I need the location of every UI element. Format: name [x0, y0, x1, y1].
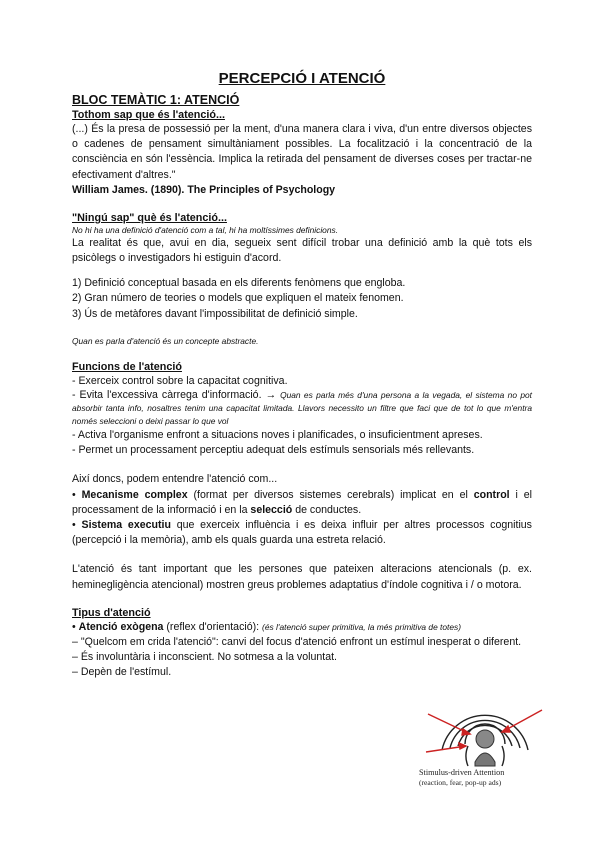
exogenous-text: (reflex d'orientació): [163, 620, 263, 633]
section-heading-tothom: Tothom sap que és l'atenció... [72, 109, 225, 121]
section-heading-tipus: Tipus d'atenció [72, 606, 151, 619]
list-item: 1) Definició conceptual basada en els diferents fenòmens que engloba. [72, 277, 406, 290]
list-item: 3) Ús de metàfores davant l'impossibilitat de definició simple. [72, 307, 358, 320]
caption-subtitle: (reaction, fear, pop-up ads) [419, 778, 502, 787]
bullet-icon: • [72, 620, 76, 633]
page-title: PERCEPCIÓ I ATENCIÓ [218, 70, 386, 87]
block-title: BLOC TEMÀTIC 1: ATENCIÓ [72, 93, 240, 107]
mechanism-label: Mecanisme complex [81, 488, 188, 501]
bullet-icon: • [72, 519, 76, 532]
abstract-remark: Quan es parla d'atenció és un concepte abstracte. [72, 335, 259, 346]
mechanism-text: de conductes. [292, 503, 362, 516]
exogenous-label: Atenció exògena [78, 620, 164, 633]
function-item [72, 389, 532, 428]
closing-paragraph: L'atenció és tant important que les persones que pateixen alteracions atencionals (p. ex. heminegligència atencional) mostren greus problemes adaptatius d'índole cognitiva i / o motora. [72, 563, 532, 591]
mechanism-control: control [473, 488, 510, 501]
function-item-note: Quan es parla més d'una persona a la vegada, el sistema no pot absorbir tanta info, nosaltres tenim una capacitat limitada. Llavors necessito un filtre que faci que de tot lo que m'entra només seleccioni o deixi passar lo que vol [72, 390, 532, 427]
system-bullet [72, 518, 532, 548]
exogenous-line: – És involuntària i inconscient. No sotmesa a la voluntat. [72, 651, 337, 664]
figure-caption [419, 768, 559, 788]
system-label: Sistema executiu [81, 519, 171, 532]
section-heading-funcions: Funcions de l'atenció [72, 360, 182, 373]
person-head-icon [475, 730, 495, 766]
exogenous-line: – "Quelcom em crida l'atenció": canvi del focus d'atenció enfront un estímul inesperat o diferent. [72, 636, 522, 649]
mechanism-text: (format per diversos sistemes cerebrals) implicat en el [187, 488, 474, 501]
attention-intro: Així doncs, podem entendre l'atenció com... [72, 473, 278, 486]
list-item: 2) Gran número de teories o models que expliquen el mateix fenomen. [72, 292, 404, 305]
exogenous-note: (és l'atenció super primitiva, la més primitiva de totes) [262, 621, 461, 632]
definition-note: No hi ha una definició d'atenció com a tal, hi ha moltíssimes definicions. [72, 224, 339, 235]
system-text: que exerceix influència i es deixa influir per altres processos cognitius (percepció i la memòria), amb els quals guarda una estreta relació. [72, 519, 532, 547]
document-page [72, 70, 532, 681]
mechanism-selection: selecció [250, 503, 293, 516]
exogenous-bullet [72, 620, 532, 635]
function-item-lead: - Evita l'excessiva càrrega d'informació. → [72, 389, 277, 402]
bullet-icon: • [72, 488, 76, 501]
function-item: - Activa l'organisme enfront a situacions noves i planificades, o insuficientment apreses. [72, 429, 483, 442]
exogenous-line: – Depèn de l'estímul. [72, 666, 172, 679]
function-item: - Permet un processament perceptiu adequat dels estímuls sensorials més rellevants. [72, 444, 475, 457]
mechanism-bullet [72, 488, 532, 518]
citation: William James. (1890). The Principles of Psychology [72, 183, 336, 196]
mechanism-text: i el processament de la informació i en la [72, 488, 532, 516]
caption-title: Stimulus-driven Attention [419, 768, 505, 777]
definition-text: La realitat és que, avui en dia, segueix sent difícil trobar una definició amb la què tots els psicòlegs o investigadors hi estiguin d'acord. [72, 236, 532, 265]
james-quote: (...) És la presa de possessió per la ment, d'una manera clara i viva, d'un entre diversos objectes o cadenes de pensament simultàniament possibles. La focalització i la concentració de la consciència en són l'essència. Implica la retirada del pensament de diverses coses per tractar-ne efectivament d'altres." [72, 123, 532, 181]
section-heading-ningu: "Ningú sap" què és l'atenció... [72, 211, 227, 224]
function-item: - Exerceix control sobre la capacitat cognitiva. [72, 374, 288, 387]
